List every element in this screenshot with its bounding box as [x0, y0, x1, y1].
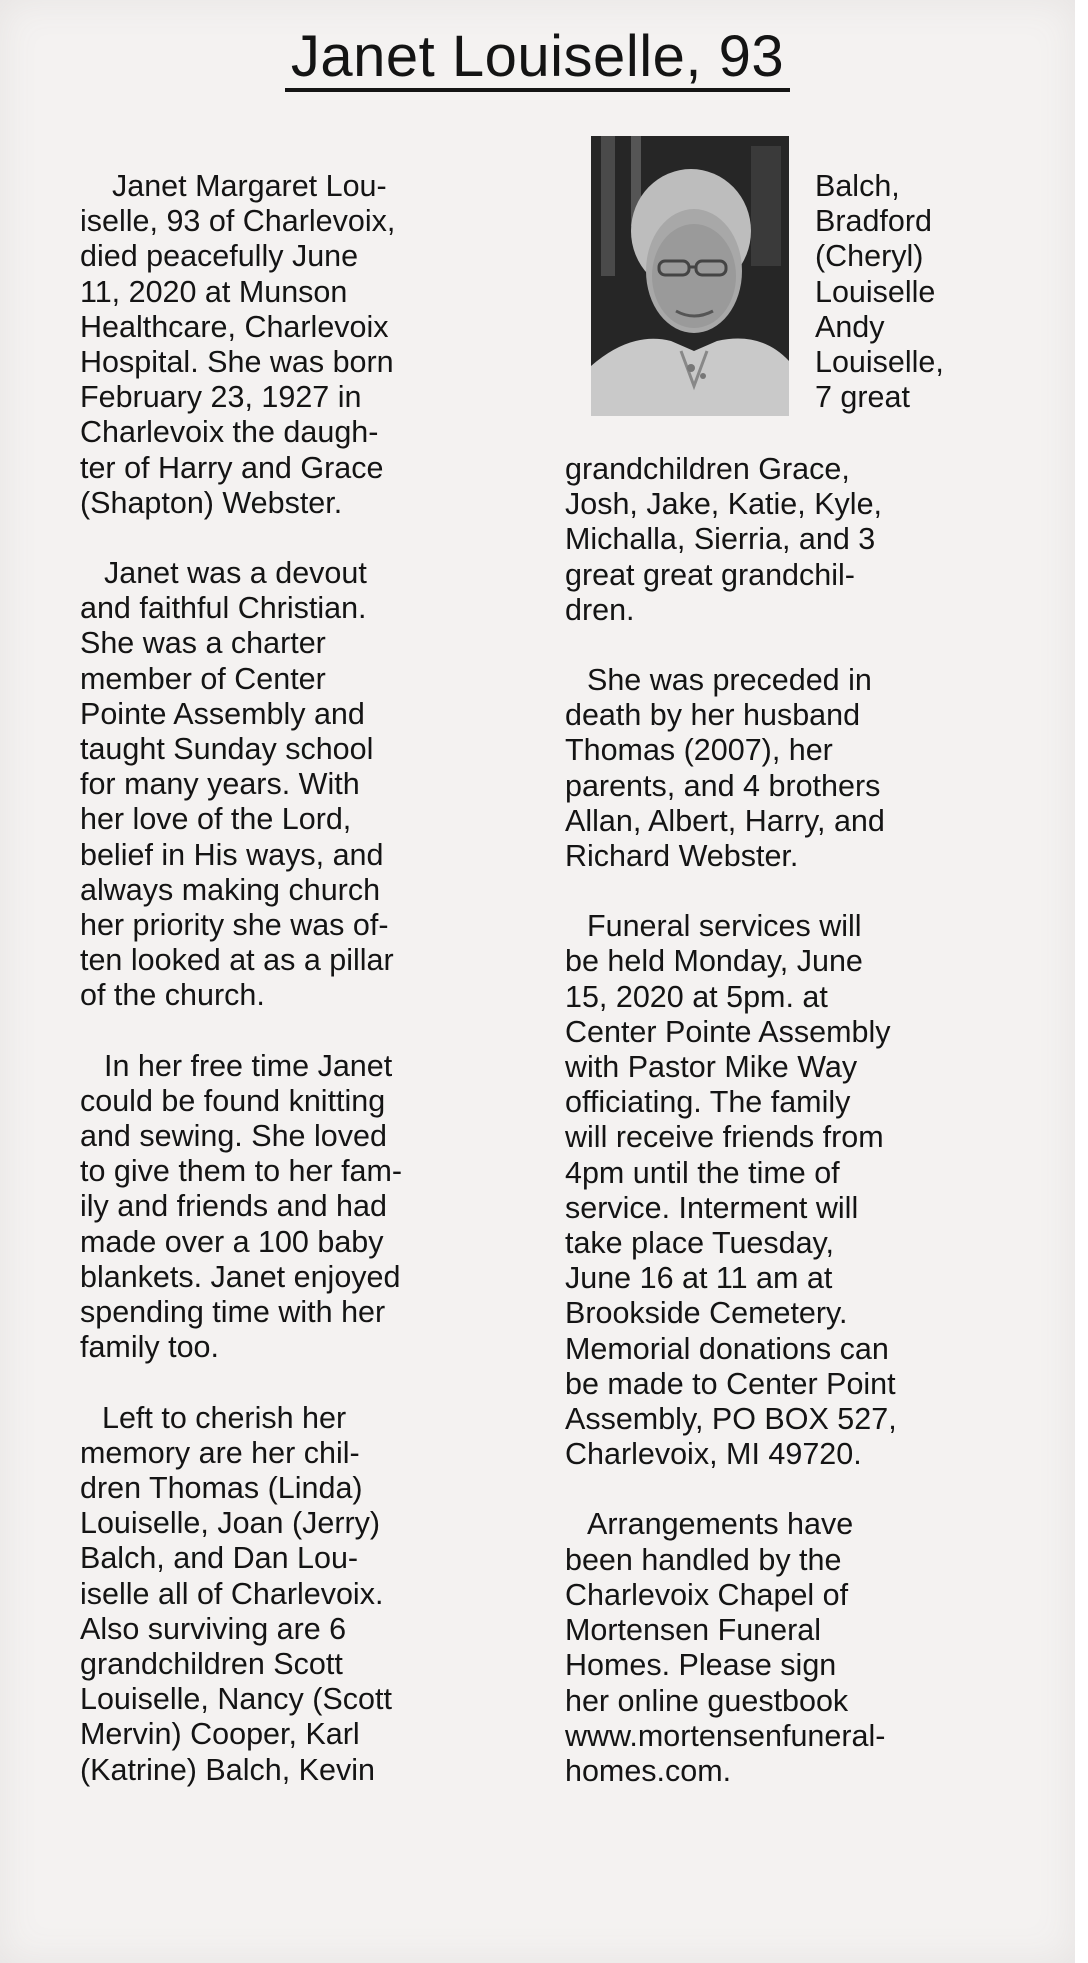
text-line: of the church.	[80, 978, 265, 1013]
text-line: and faithful Christian.	[80, 591, 367, 626]
text-line: to give them to her fam-	[80, 1154, 403, 1189]
text-line: June 16 at 11 am at	[565, 1261, 833, 1296]
right-column	[565, 452, 1045, 1824]
paragraph-survivors-continued	[815, 169, 1055, 415]
text-line: Pointe Assembly and	[80, 696, 365, 731]
portrait-photo-icon	[591, 136, 789, 416]
text-line: Allan, Albert, Harry, and	[565, 803, 885, 838]
paragraph-hobbies	[80, 1049, 530, 1366]
text-line: member of Center	[80, 661, 326, 696]
text-line: Richard Webster.	[565, 839, 799, 874]
text-line: 11, 2020 at Munson	[80, 274, 348, 309]
text-line: always making church	[80, 872, 381, 907]
text-line: been handled by the	[565, 1542, 842, 1577]
text-line: Louiselle	[815, 274, 936, 309]
text-line: and sewing. She loved	[80, 1119, 387, 1154]
text-line: dren.	[565, 592, 635, 627]
text-line: Bradford	[815, 204, 932, 239]
text-line: Assembly, PO BOX 527,	[565, 1402, 897, 1437]
paragraph-intro	[80, 169, 530, 521]
right-column-beside-photo	[815, 169, 1055, 450]
text-line: Louiselle,	[815, 345, 944, 380]
text-line: death by her husband	[565, 698, 861, 733]
text-line: Healthcare, Charlevoix	[80, 309, 389, 344]
text-line: She was a charter	[80, 626, 326, 661]
text-line: Hospital. She was born	[80, 345, 394, 380]
text-line: (Shapton) Webster.	[80, 485, 343, 520]
text-line: Also surviving are 6	[80, 1611, 347, 1646]
text-line: be held Monday, June	[565, 944, 863, 979]
text-line: iselle, 93 of Charlevoix,	[80, 204, 396, 239]
text-line: for many years. With	[80, 767, 360, 802]
text-line: her love of the Lord,	[80, 802, 352, 837]
text-line: parents, and 4 brothers	[565, 768, 881, 803]
text-line: Josh, Jake, Katie, Kyle,	[565, 487, 883, 522]
text-line: ten looked at as a pillar	[80, 943, 394, 978]
text-line: In her free time Janet	[104, 1048, 393, 1083]
text-line: Homes. Please sign	[565, 1648, 837, 1683]
text-line: homes.com.	[565, 1753, 732, 1788]
text-line: dren Thomas (Linda)	[80, 1470, 363, 1505]
text-line: Mervin) Cooper, Karl	[80, 1717, 360, 1752]
text-line: Center Pointe Assembly	[565, 1014, 891, 1049]
text-line: died peacefully June	[80, 239, 359, 274]
text-line: grandchildren Grace,	[565, 452, 850, 486]
text-line: Janet was a devout	[104, 556, 367, 591]
text-line: Left to cherish her	[102, 1400, 347, 1435]
text-line: Michalla, Sierria, and 3	[565, 522, 876, 557]
text-line: Charlevoix, MI 49720.	[565, 1437, 862, 1472]
text-line: her online guestbook	[565, 1683, 849, 1718]
page-margin	[1075, 0, 1088, 1963]
text-line: service. Interment will	[565, 1190, 859, 1225]
paragraph-arrangements	[565, 1507, 1045, 1789]
text-line: memory are her chil-	[80, 1435, 360, 1470]
text-line: belief in His ways, and	[80, 837, 384, 872]
text-line: 15, 2020 at 5pm. at	[565, 979, 828, 1014]
text-line: Arrangements have	[587, 1507, 854, 1542]
text-line: Mortensen Funeral	[565, 1613, 821, 1648]
text-line: could be found knitting	[80, 1083, 386, 1118]
text-line: Charlevoix the daugh-	[80, 415, 379, 450]
text-line: will receive friends from	[565, 1120, 884, 1155]
text-line: ter of Harry and Grace	[80, 450, 384, 485]
text-line: Louiselle, Nancy (Scott	[80, 1682, 392, 1717]
text-line: officiating. The family	[565, 1085, 851, 1120]
text-line: Balch, and Dan Lou-	[80, 1541, 359, 1576]
text-line: iselle all of Charlevoix.	[80, 1576, 384, 1611]
text-line: www.mortensenfuneral-	[565, 1718, 886, 1753]
text-line: great great grandchil-	[565, 557, 855, 592]
paragraph-preceded	[565, 663, 1045, 874]
text-line: Balch,	[815, 169, 900, 203]
paragraph-survivors	[80, 1401, 530, 1788]
obituary-title	[0, 22, 1075, 92]
text-line: 4pm until the time of	[565, 1155, 840, 1190]
text-line: her priority she was of-	[80, 908, 389, 943]
text-line: take place Tuesday,	[565, 1226, 835, 1261]
paragraph-grandchildren	[565, 452, 1045, 628]
left-column	[80, 169, 530, 1823]
text-line: 7 great	[815, 380, 910, 415]
portrait-photo	[591, 136, 789, 416]
text-line: Louiselle, Joan (Jerry)	[80, 1506, 381, 1541]
text-line: with Pastor Mike Way	[565, 1050, 858, 1085]
text-line: (Katrine) Balch, Kevin	[80, 1752, 375, 1787]
text-line: made over a 100 baby	[80, 1224, 384, 1259]
text-line: taught Sunday school	[80, 732, 374, 767]
text-line: Janet Margaret Lou-	[112, 169, 387, 203]
paragraph-services	[565, 909, 1045, 1472]
text-line: blankets. Janet enjoyed	[80, 1259, 401, 1294]
text-line: (Cheryl)	[815, 239, 924, 274]
paragraph-faith	[80, 556, 530, 1014]
text-line: Memorial donations can	[565, 1331, 889, 1366]
text-line: spending time with her	[80, 1295, 386, 1330]
text-line: February 23, 1927 in	[80, 380, 362, 415]
text-line: family too.	[80, 1330, 219, 1365]
title-text: Janet Louiselle, 93	[285, 26, 790, 92]
text-line: She was preceded in	[587, 663, 872, 698]
text-line: ily and friends and had	[80, 1189, 387, 1224]
text-line: Charlevoix Chapel of	[565, 1577, 849, 1612]
text-line: Funeral services will	[587, 909, 862, 944]
text-line: Brookside Cemetery.	[565, 1296, 848, 1331]
text-line: Thomas (2007), her	[565, 733, 833, 768]
text-line: Andy	[815, 309, 885, 344]
text-line: grandchildren Scott	[80, 1646, 343, 1681]
text-line: be made to Center Point	[565, 1366, 896, 1401]
